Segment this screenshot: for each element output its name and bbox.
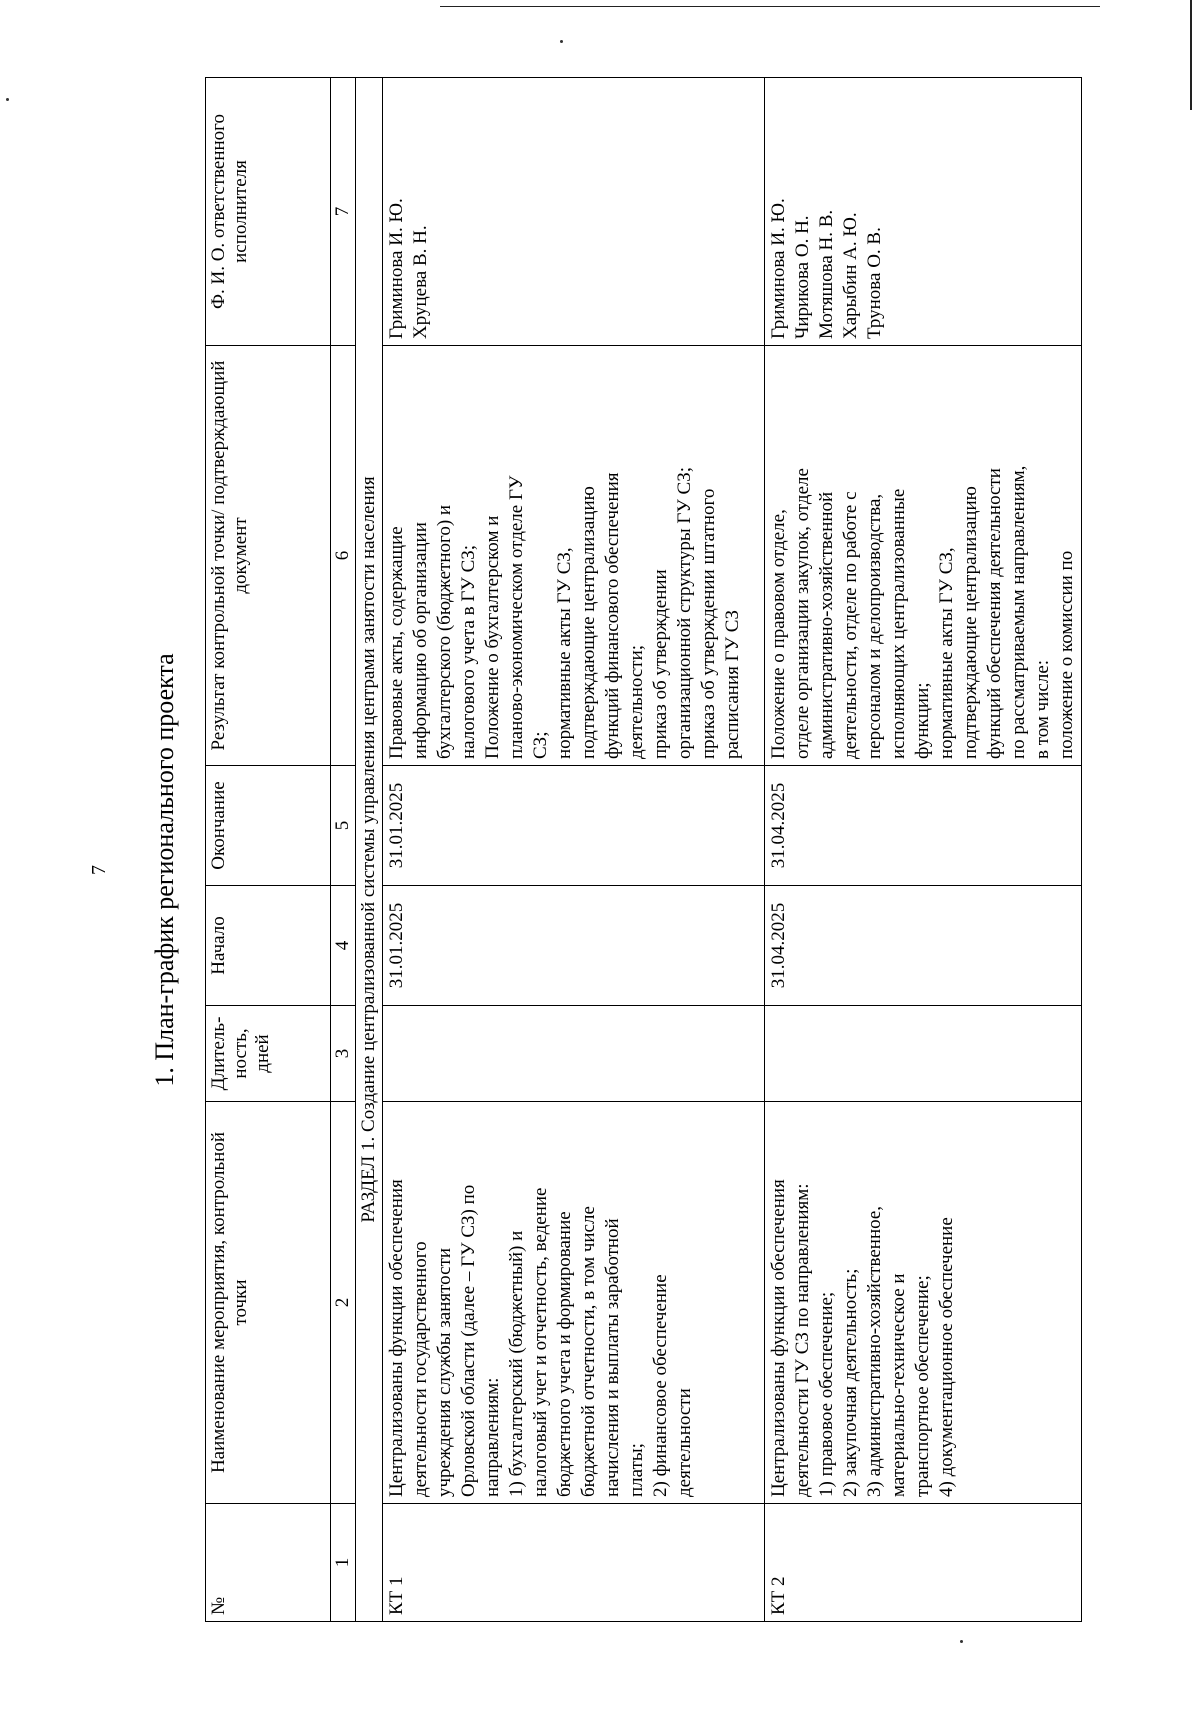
document-title: 1. План-график регионального проекта [150, 653, 179, 1087]
column-number: 7 [331, 78, 356, 346]
checkpoint-number: КТ 1 [383, 1504, 765, 1622]
scan-artifact-edge [1190, 0, 1192, 110]
scan-speck [6, 98, 9, 101]
header-end: Окончание [206, 766, 331, 886]
checkpoint-responsible: Гриминова И. Ю. Чирикова О. Н. Мотяшова Н. В. Харыбин А. Ю. Трунова О. В. [765, 78, 1082, 346]
table-header-row [206, 78, 331, 1622]
header-name: Наименование мероприятия, контрольной точки [206, 1102, 331, 1504]
header-number: № [206, 1504, 331, 1622]
table-row [383, 78, 765, 1622]
checkpoint-result: Правовые акты, содержащие информацию об организации бухгалтерского (бюджетного) и налогового учета в ГУ СЗ; Положение о бухгалтерском и планово-экономическом отделе ГУ СЗ; нормативные акты ГУ СЗ, подтверждающие централизацию функций финансового обеспечения деятельности; приказ об утверждении организационной структуры ГУ СЗ; приказ об утверждении штатного расписания ГУ СЗ [383, 346, 765, 766]
scan-speck [560, 40, 563, 43]
checkpoint-end: 31.01.2025 [383, 766, 765, 886]
header-duration: Длитель- ность, дней [206, 1006, 331, 1102]
header-responsible: Ф. И. О. ответственного исполнителя [206, 78, 331, 346]
checkpoint-end: 31.04.2025 [765, 766, 1082, 886]
table-row [765, 78, 1082, 1622]
column-number: 3 [331, 1006, 356, 1102]
checkpoint-number: КТ 2 [765, 1504, 1082, 1622]
page-number: 7 [88, 865, 110, 875]
section-title: РАЗДЕЛ 1. Создание централизованной системы управления центрами занятости населения [356, 78, 383, 1622]
column-number-row [331, 78, 356, 1622]
column-number: 6 [331, 346, 356, 766]
checkpoint-start: 31.01.2025 [383, 886, 765, 1006]
checkpoint-responsible: Гриминова И. Ю. Хруцева В. Н. [383, 78, 765, 346]
checkpoint-name: Централизованы функции обеспечения деятельности государственного учреждения службы занятости Орловской области (далее – ГУ СЗ) по направлениям: 1) бухгалтерский (бюджетный) и налоговый учет и отчетность, ведение бюджетного учета и формирование бюджетной отчетности, в том числе начисления и выплаты заработной платы; 2) финансовое обеспечение деятельности [383, 1102, 765, 1504]
plan-schedule-table [205, 77, 1082, 1622]
header-result: Результат контрольной точки/ подтверждающий документ [206, 346, 331, 766]
section-row [356, 78, 383, 1622]
checkpoint-name: Централизованы функции обеспечения деятельности ГУ СЗ по направлениям: 1) правовое обеспечение; 2) закупочная деятельность; 3) административно-хозяйственное, материально-техническое и транспортное обеспечение; 4) документационное обеспечение [765, 1102, 1082, 1504]
checkpoint-result: Положение о правовом отделе, отделе организации закупок, отделе административно-хозяйственной деятельности, отделе по работе с персоналом и делопроизводства, исполняющих централизованные функции; нормативные акты ГУ СЗ, подтверждающие централизацию функций обеспечения деятельности по рассматриваемым направлениям, в том числе: положение о комиссии по [765, 346, 1082, 766]
checkpoint-duration [765, 1006, 1082, 1102]
column-number: 4 [331, 886, 356, 1006]
column-number: 5 [331, 766, 356, 886]
checkpoint-start: 31.04.2025 [765, 886, 1082, 1006]
column-number: 2 [331, 1102, 356, 1504]
column-number: 1 [331, 1504, 356, 1622]
checkpoint-duration [383, 1006, 765, 1102]
scan-artifact-line [440, 6, 1100, 7]
rotated-page [20, 50, 1160, 1690]
header-start: Начало [206, 886, 331, 1006]
